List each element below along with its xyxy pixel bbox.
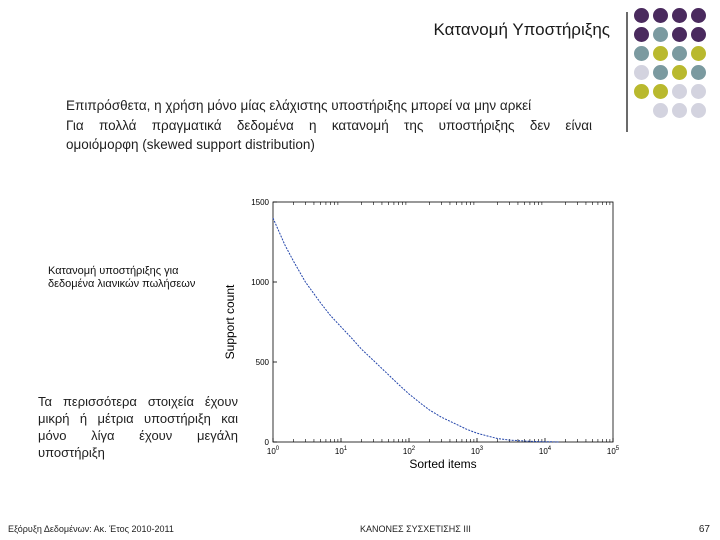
decor-dot	[634, 8, 649, 23]
decor-dot	[653, 46, 668, 61]
bullet-line: ομοιόμορφη (skewed support distribution)	[66, 137, 315, 152]
x-tick-label: $10^5$	[606, 446, 620, 456]
page-number: 67	[698, 524, 710, 535]
title-divider	[626, 12, 628, 132]
decor-dot	[653, 103, 668, 118]
bullet-line: Επιπρόσθετα, η χρήση μόνο μίας ελάχιστης υποστήριξης μπορεί να μην αρκεί	[66, 98, 532, 113]
decor-dot	[653, 27, 668, 42]
decor-dot	[653, 84, 668, 99]
decor-dot	[634, 84, 649, 99]
decor-dot	[672, 8, 687, 23]
note-line: μόνο λίγα έχουν μεγάλη	[38, 428, 238, 443]
decor-dot	[691, 8, 706, 23]
x-tick-label: $10^0$	[266, 446, 280, 456]
x-tick-label: $10^1$	[334, 446, 348, 456]
decor-dot	[672, 27, 687, 42]
decorative-dot-grid	[634, 8, 718, 120]
x-tick-label: $10^4$	[538, 446, 552, 456]
x-axis-label: Sorted items	[409, 457, 477, 471]
decor-dot	[672, 103, 687, 118]
y-tick-label: 1000	[251, 278, 269, 287]
decor-dot	[672, 46, 687, 61]
decor-dot	[672, 65, 687, 80]
decor-dot	[634, 27, 649, 42]
decor-dot	[691, 27, 706, 42]
chart-plot-frame	[273, 202, 613, 442]
y-axis-label: Support count	[223, 284, 237, 360]
decor-dot	[634, 46, 649, 61]
decor-dot	[691, 65, 706, 80]
bullet-line: Για πολλά πραγματικά δεδομένα η κατανομή της υποστήριξης δεν είναι	[66, 117, 592, 133]
decor-dot	[691, 103, 706, 118]
y-tick-label: 1500	[251, 198, 269, 207]
footer-course: Εξόρυξη Δεδομένων: Ακ. Έτος 2010-2011	[8, 524, 174, 534]
decor-dot	[653, 65, 668, 80]
decor-dot	[634, 65, 649, 80]
note-line: Τα περισσότερα στοιχεία έχουν	[38, 394, 238, 409]
y-tick-label: 0	[264, 438, 269, 447]
note-text	[38, 393, 238, 461]
footer-section: ΚΑΝΟΝΕΣ ΣΥΣΧΕΤΙΣΗΣ ΙΙΙ	[360, 524, 471, 534]
chart-caption: Κατανομή υποστήριξης για δεδομένα λιανικών πωλήσεων	[48, 265, 196, 290]
slide-title: Κατανομή Υποστήριξης	[433, 20, 610, 39]
support-distribution-chart	[218, 190, 628, 480]
note-line: υποστήριξη	[38, 445, 105, 460]
y-tick-label: 500	[255, 358, 269, 367]
decor-dot	[691, 84, 706, 99]
decor-dot	[672, 84, 687, 99]
x-tick-label: $10^2$	[402, 446, 416, 456]
x-tick-label: $10^3$	[470, 446, 484, 456]
bullet-text	[66, 96, 592, 155]
note-line: μικρή ή μέτρια υποστήριξη και	[38, 411, 238, 426]
decor-dot	[691, 46, 706, 61]
decor-dot	[653, 8, 668, 23]
